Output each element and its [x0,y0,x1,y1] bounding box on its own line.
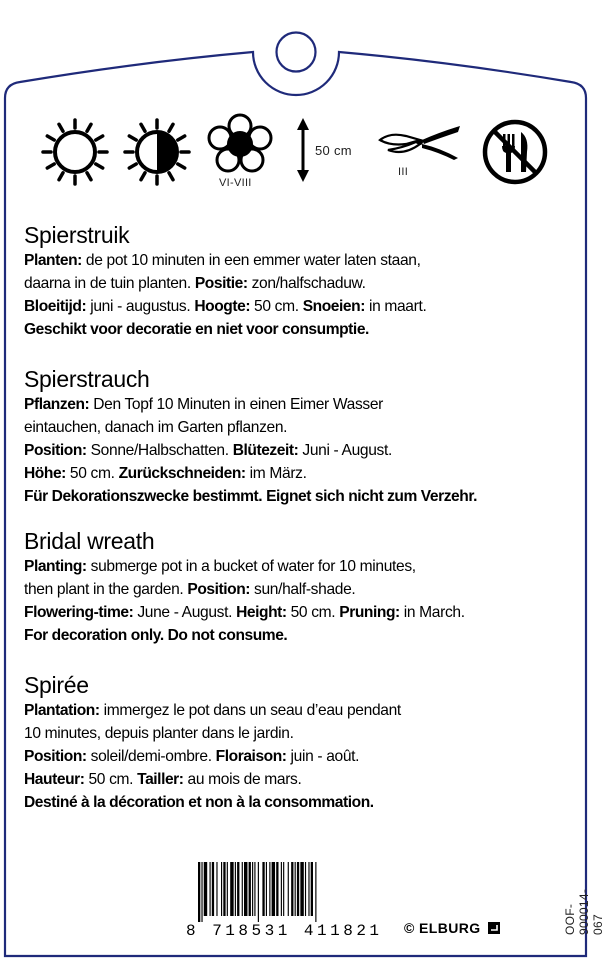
section-dutch [24,222,584,341]
bold-run: Hauteur: [24,771,85,788]
bold-run: Planting: [24,558,87,575]
text-line [24,699,569,722]
text-line [24,768,569,791]
text-line [24,318,569,341]
section-body-german [24,393,584,508]
section-body-dutch [24,249,584,341]
text-line [24,295,569,318]
section-title-english: Bridal wreath [24,528,155,554]
text-run: then plant in the garden. [24,581,188,598]
section-title-french: Spirée [24,672,89,698]
brand-logo [404,920,501,936]
text-run: de pot 10 minuten in een emmer water laten staan, [81,252,421,269]
text-run: zon/halfschaduw. [247,275,366,292]
section-title-german: Spierstrauch [24,366,150,392]
bold-run: Plantation: [24,702,100,719]
bold-run: For decoration only. Do not consume. [24,627,288,644]
height-label: 50 cm [315,143,352,158]
text-run: 50 cm. [84,771,138,788]
text-run: submerge pot in a bucket of water for 10 minutes, [86,558,416,575]
brand-box-icon [487,921,501,935]
bold-run: Position: [24,748,87,765]
text-run: 50 cm. [65,465,119,482]
text-line [24,745,569,768]
text-line [24,416,569,439]
barcode-number: 8 718531 411821 [186,922,383,940]
text-line [24,439,569,462]
section-body-english [24,555,584,647]
bold-run: Bloeitijd: [24,298,87,315]
text-run: Den Topf 10 Minuten in einen Eimer Wasser [89,396,384,413]
not-edible-icon [481,118,549,186]
flower-icon [208,114,272,174]
hanging-hole [277,33,316,72]
half-shade-icon [123,118,191,186]
text-line [24,624,569,647]
text-run: au mois de mars. [183,771,302,788]
text-line [24,393,569,416]
brand-name: © ELBURG [404,920,481,936]
height-arrow-icon [296,116,310,184]
section-title-dutch: Spierstruik [24,222,130,248]
text-run: 50 cm. [286,604,340,621]
text-run: sun/half-shade. [250,581,356,598]
bold-run: Snoeien: [302,298,365,315]
text-line [24,601,569,624]
text-run: Juni - August. [298,442,392,459]
text-run: eintauchen, danach im Garten pflanzen. [24,419,288,436]
text-run: daarna in de tuin planten. [24,275,195,292]
text-run: 50 cm. [250,298,303,315]
bold-run: Zurückschneiden: [118,465,246,482]
flowering-months-label: VI-VIII [219,177,252,189]
text-run: im März. [245,465,307,482]
text-run: in March. [399,604,465,621]
text-run: in maart. [364,298,427,315]
bold-run: Pruning: [339,604,400,621]
care-icons-row [0,108,591,198]
bold-run: Position: [24,442,87,459]
section-french [24,672,584,814]
bold-run: Height: [236,604,287,621]
pruning-month-label: III [398,166,409,178]
section-english [24,528,584,647]
product-code: OOF-900014-067 [563,888,605,935]
bold-run: Geschikt voor decoratie en niet voor consumptie. [24,321,369,338]
bold-run: Tailler: [137,771,184,788]
barcode [198,862,358,922]
pruning-shears-icon [376,122,462,162]
section-german [24,366,584,508]
bold-run: Position: [187,581,251,598]
bold-run: Höhe: [24,465,66,482]
text-line [24,462,569,485]
text-line [24,272,569,295]
bold-run: Planten: [24,252,82,269]
bold-run: Für Dekorationszwecke bestimmt. Eignet sich nicht zum Verzehr. [24,488,478,505]
bold-run: Floraison: [215,748,287,765]
text-run: 10 minutes, depuis planter dans le jardin. [24,725,294,742]
section-body-french [24,699,584,814]
text-line [24,578,569,601]
text-line [24,485,569,508]
bold-run: Hoogte: [194,298,251,315]
text-run: immergez le pot dans un seau d’eau pendant [99,702,401,719]
bold-run: Blütezeit: [232,442,299,459]
text-run: Sonne/Halbschatten. [86,442,233,459]
text-line [24,249,569,272]
bold-run: Positie: [194,275,248,292]
text-line [24,791,569,814]
text-line [24,555,569,578]
text-line [24,722,569,745]
bold-run: Flowering-time: [24,604,134,621]
bold-run: Pflanzen: [24,396,90,413]
text-run: juni - augustus. [86,298,195,315]
text-run: June - August. [133,604,237,621]
bold-run: Destiné à la décoration et non à la consommation. [24,794,374,811]
full-sun-icon [41,118,109,186]
text-run: juin - août. [286,748,360,765]
text-run: soleil/demi-ombre. [86,748,216,765]
